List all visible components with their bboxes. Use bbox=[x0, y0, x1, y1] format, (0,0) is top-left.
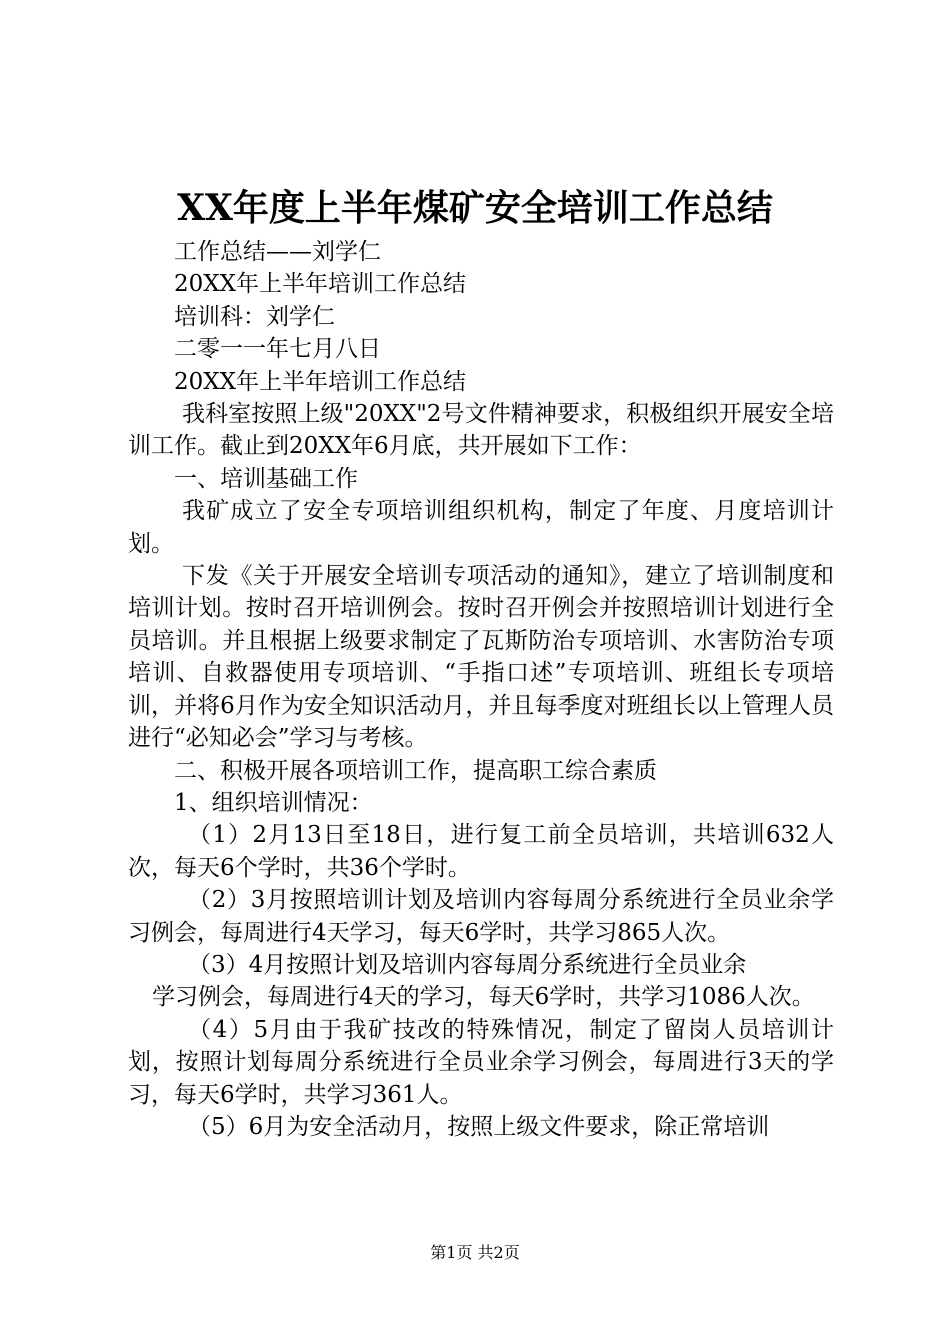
paragraph: 我科室按照上级"20XX"2号文件精神要求，积极组织开展安全培训工作。截止到20XX年6月底，共开展如下工作： bbox=[128, 401, 834, 460]
list-item: （1）2月13日至18日，进行复工前全员培训，共培训632人次，每天6个学时，共36个学时。 bbox=[128, 822, 834, 881]
paragraph: 二零一一年七月八日 bbox=[174, 336, 381, 363]
paragraph: 我矿成立了安全专项培训组织机构，制定了年度、月度培训计划。 bbox=[128, 498, 834, 557]
list-item: （5）6月为安全活动月，按照上级文件要求，除正常培训 bbox=[188, 1113, 770, 1140]
section-heading: 二、积极开展各项培训工作，提高职工综合素质 bbox=[174, 757, 657, 784]
section-heading: 一、培训基础工作 bbox=[174, 465, 358, 492]
paragraph: 工作总结——刘学仁 bbox=[174, 239, 381, 265]
paragraph: 1、组织培训情况： bbox=[174, 789, 373, 816]
list-item: （2）3月按照培训计划及培训内容每周分系统进行全员业余学习例会，每周进行4天学习，每天6学时，共学习865人次。 bbox=[128, 887, 834, 946]
list-item-continuation: 学习例会，每周进行4天的学习，每天6学时，共学习1086人次。 bbox=[152, 984, 815, 1011]
list-item: （4）5月由于我矿技改的特殊情况，制定了留岗人员培训计划，按照计划每周分系统进行全员业余学习例会，每周进行3天的学习，每天6学时，共学习361人。 bbox=[128, 1016, 834, 1108]
page-number: 第1页 共2页 bbox=[430, 1243, 520, 1262]
document-title: XX年度上半年煤矿安全培训工作总结 bbox=[177, 187, 773, 229]
paragraph: 20XX年上半年培训工作总结 bbox=[174, 271, 467, 298]
paragraph: 下发《关于开展安全培训专项活动的通知》，建立了培训制度和培训计划。按时召开培训例会。按时召开例会并按照培训计划进行全员培训。并且根据上级要求制定了瓦斯防治专项培训、水害防治专项培训、自救器使用专项培训、“手指口述”专项培训、班组长专项培训，并将6月作为安全知识活动月，并且每季度对班组长以上管理人员进行“必知必会”学习与考核。 bbox=[128, 563, 834, 752]
paragraph: 20XX年上半年培训工作总结 bbox=[174, 368, 467, 395]
list-item: （3）4月按照计划及培训内容每周分系统进行全员业余 bbox=[188, 951, 747, 978]
document-body bbox=[128, 236, 834, 1143]
paragraph: 培训科：刘学仁 bbox=[174, 303, 335, 330]
